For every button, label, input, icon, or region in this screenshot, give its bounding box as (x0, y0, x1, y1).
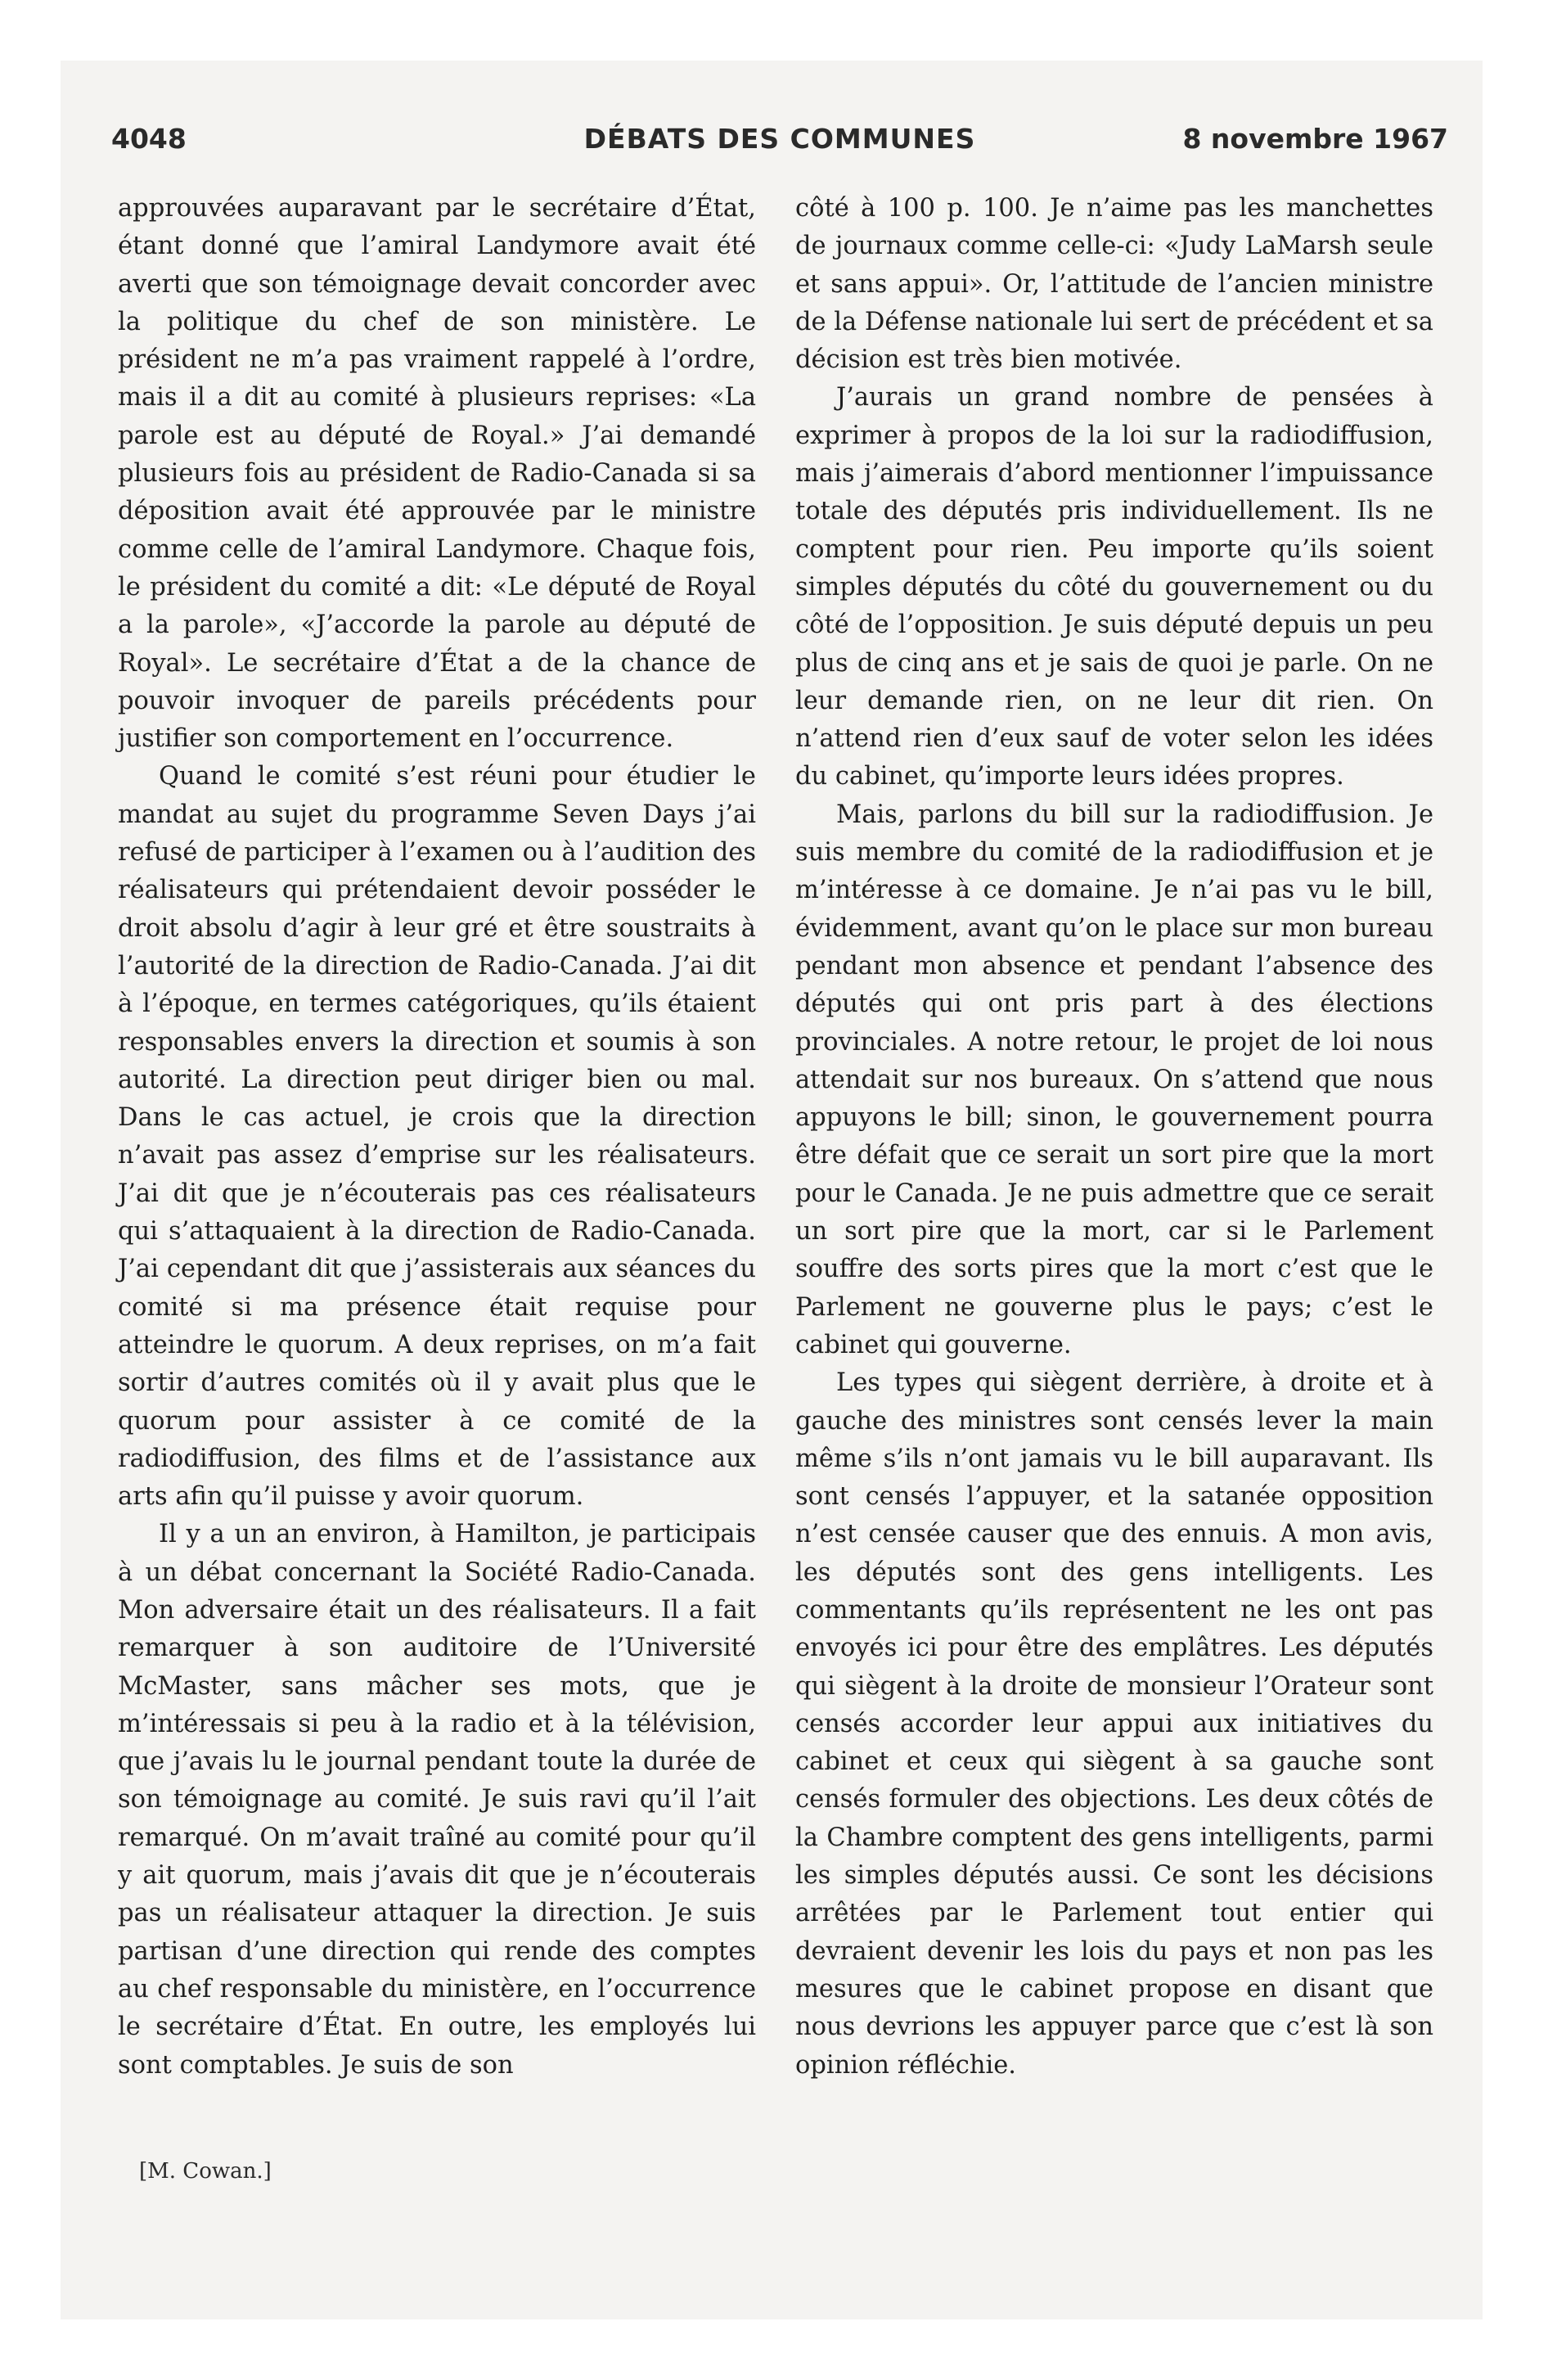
paragraph: J’aurais un grand nombre de pensées à exprimer à propos de la loi sur la radiodiffusion, mais j’aimerais d’abord mentionner l’impuissance totale des députés pris individuellement. Ils ne comptent pour rien. Peu importe qu’ils soient simples députés du côté du gouvernement ou du côté de l’opposition. Je suis député depuis un peu plus de cinq ans et je sais de quoi je parle. On ne leur demande rien, on ne leur dit rien. On n’attend rien d’eux sauf de voter selon les idées du cabinet, qu’importe leurs idées propres. (795, 383, 1433, 791)
paragraph: Mais, parlons du bill sur la radiodiffusion. Je suis membre du comité de la radiodiffusion et je m’intéresse à ce domaine. Je n’ai pas vu le bill, évidemment, avant qu’on le place sur mon bureau pendant mon absence et pendant l’absence des députés qui ont pris part à des élections provinciales. A notre retour, le projet de loi nous attendait sur nos bureaux. On s’attend que nous appuyons le bill; sinon, le gouvernement pourra être défait que ce serait un sort pire que la mort pour le Canada. Je ne puis admettre que ce serait un sort pire que la mort, car si le Parlement souffre des sorts pires que la mort c’est que le Parlement ne gouverne plus le pays; c’est le cabinet qui gouverne. (795, 800, 1433, 1359)
publication-title: DÉBATS DES COMMUNES (583, 123, 976, 155)
paragraph: côté à 100 p. 100. Je n’aime pas les manchettes de journaux comme celle-ci: «Judy LaMarsh seule et sans appui». Or, l’attitude de l’ancien ministre de la Défense nationale lui sert de précédent et sa décision est très bien motivée. (795, 194, 1433, 375)
left-column (118, 190, 756, 2085)
speaker-attribution: [M. Cowan.] (139, 2159, 272, 2184)
paragraph: Quand le comité s’est réuni pour étudier le mandat au sujet du programme Seven Days j’ai refusé de participer à l’examen ou à l’audition des réalisateurs qui prétendaient devoir posséder le droit absolu d’agir à leur gré et être soustraits à l’autorité de la direction de Radio-Canada. J’ai dit à l’époque, en termes catégoriques, qu’ils étaient responsables envers la direction et soumis à son autorité. La direction peut diriger bien ou mal. Dans le cas actuel, je crois que la direction n’avait pas assez d’emprise sur les réalisateurs. J’ai dit que je n’écouterais pas ces réalisateurs qui s’attaquaient à la direction de Radio-Canada. J’ai cependant dit que j’assisterais aux séances du comité si ma présence était requise pour atteindre le quorum. A deux reprises, on m’a fait sortir d’autres comités où il y avait plus que le quorum pour assister à ce comité de la radiodiffusion, des films et de l’assistance aux arts afin qu’il puisse y avoir quorum. (118, 762, 756, 1512)
paragraph: Il y a un an environ, à Hamilton, je participais à un débat concernant la Société Radio-Canada. Mon adversaire était un des réalisateurs. Il a fait remarquer à son auditoire de l’Université McMaster, sans mâcher ses mots, que je m’intéressais si peu à la radio et à la télévision, que j’avais lu le journal pendant toute la durée de son témoignage au comité. Je suis ravi qu’il l’ait remarqué. On m’avait traîné au comité pour qu’il y ait quorum, mais j’avais dit que je n’écouterais pas un réalisateur attaquer la direction. Je suis partisan d’une direction qui rende des comptes au chef responsable du ministère, en l’occurrence le secrétaire d’État. En outre, les employés lui sont comptables. Je suis de son (118, 1520, 756, 2080)
page-header (111, 123, 1448, 172)
paragraph: Les types qui siègent derrière, à droite et à gauche des ministres sont censés lever la main même s’ils n’ont jamais vu le bill auparavant. Ils sont censés l’appuyer, et la satanée opposition n’est censée causer que des ennuis. A mon avis, les députés sont des gens intelligents. Les commentants qu’ils représentent ne les ont pas envoyés ici pour être des emplâtres. Les députés qui siègent à la droite de monsieur l’Orateur sont censés accorder leur appui aux initiatives du cabinet et ceux qui siègent à sa gauche sont censés formuler des objections. Les deux côtés de la Chambre comptent des gens intelligents, parmi les simples députés aussi. Ce sont les décisions arrêtées par le Parlement tout entier qui devraient devenir les lois du pays et non pas les mesures que le cabinet propose en disant que nous devrions les appuyer parce que c’est là son opinion réfléchie. (795, 1368, 1433, 2080)
paragraph: approuvées auparavant par le secrétaire d’État, étant donné que l’amiral Landymore avait été averti que son témoignage devait concorder avec la politique du chef de son ministère. Le président ne m’a pas vraiment rappelé à l’ordre, mais il a dit au comité à plusieurs reprises: «La parole est au député de Royal.» J’ai demandé plusieurs fois au président de Radio-Canada si sa déposition avait été approuvée par le ministre comme celle de l’amiral Landymore. Chaque fois, le président du comité a dit: «Le député de Royal a la parole», «J’accorde la parole au député de Royal». Le secrétaire d’État a de la chance de pouvoir invoquer de pareils précédents pour justifier son comportement en l’occurrence. (118, 194, 756, 754)
issue-date: 8 novembre 1967 (1182, 123, 1448, 155)
page-number: 4048 (111, 123, 187, 155)
right-column (795, 190, 1433, 2085)
